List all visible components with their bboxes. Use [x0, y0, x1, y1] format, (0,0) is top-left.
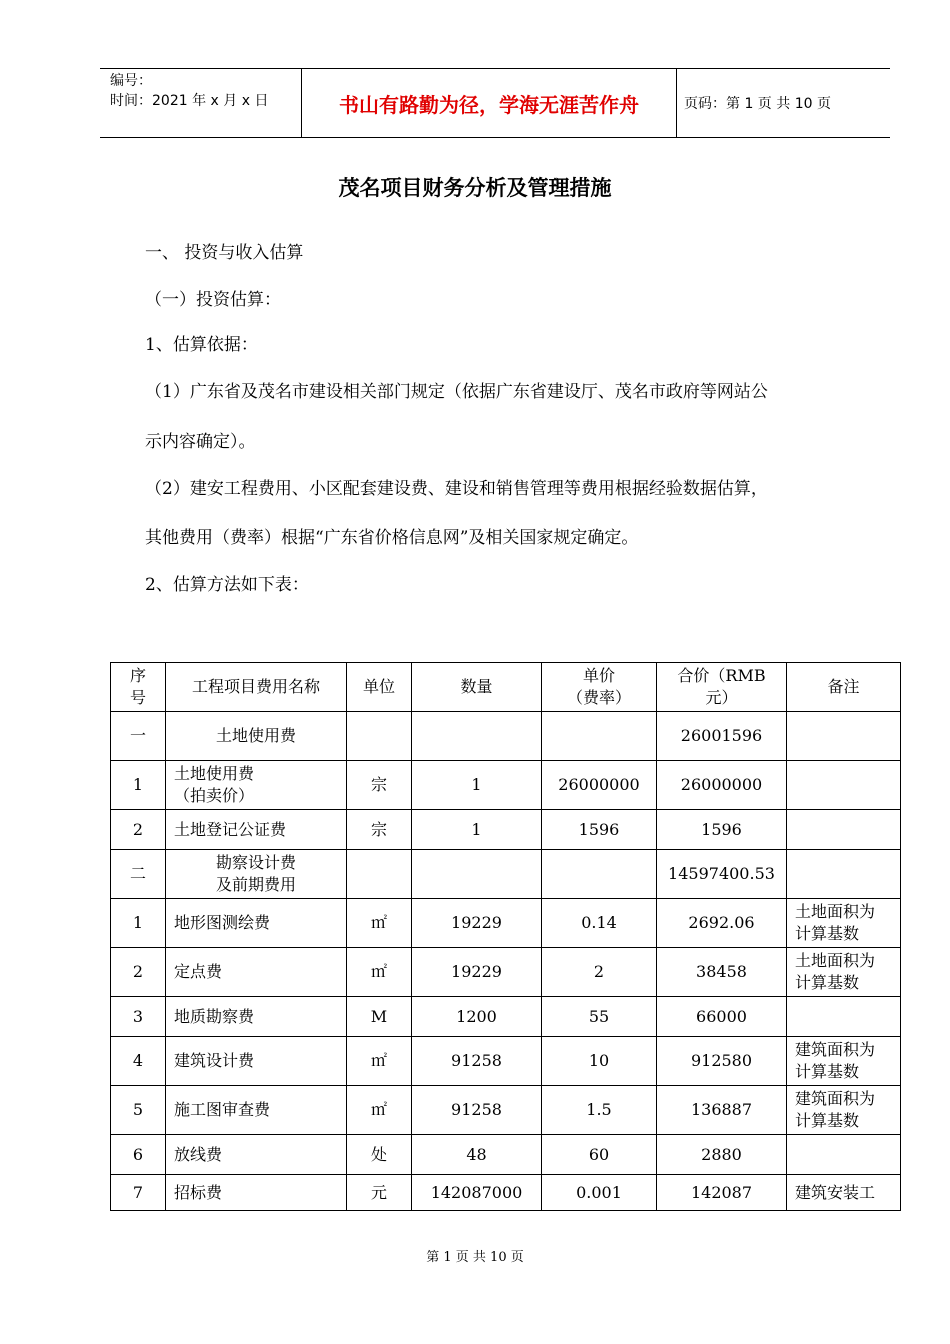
- table-cell: 二: [111, 850, 166, 899]
- table-row: [111, 1135, 901, 1175]
- table-cell: 26000000: [542, 761, 657, 810]
- table-cell: [787, 997, 901, 1037]
- table-cell: 1: [111, 761, 166, 810]
- table-cell: [787, 712, 901, 761]
- table-cell: 土地使用费: [166, 712, 347, 761]
- table-cell: 19229: [412, 948, 542, 997]
- table-row: [111, 761, 901, 810]
- table-header-cell: 序 号: [111, 663, 166, 712]
- table-cell: 55: [542, 997, 657, 1037]
- document-title: 茂名项目财务分析及管理措施: [338, 176, 612, 200]
- subsection-heading: （一）投资估算：: [145, 290, 281, 310]
- table-cell: 建筑安装工: [787, 1175, 901, 1211]
- table-cell: 处: [347, 1135, 412, 1175]
- header-motto: 书山有路勤为径，学海无涯苦作舟: [302, 69, 677, 137]
- paragraph-text: （1）广东省及茂名市建设相关部门规定（依据广东省建设厅、茂名市政府等网站公: [145, 382, 768, 402]
- table-cell: 2692.06: [657, 899, 787, 948]
- table-cell: 定点费: [166, 948, 347, 997]
- table-cell: 1596: [542, 810, 657, 850]
- table-cell: 1.5: [542, 1086, 657, 1135]
- table-cell: 1: [412, 761, 542, 810]
- table-cell: 6: [111, 1135, 166, 1175]
- table-cell: 地质勘察费: [166, 997, 347, 1037]
- paragraph-text: 示内容确定）。: [145, 432, 256, 452]
- table-cell: [787, 1135, 901, 1175]
- table-cell: 2: [111, 810, 166, 850]
- table-cell: 1: [412, 810, 542, 850]
- header-meta: [100, 69, 302, 137]
- table-cell: [787, 810, 901, 850]
- table-cell: 48: [412, 1135, 542, 1175]
- table-row: [111, 1037, 901, 1086]
- page-footer: 第 1 页 共 10 页: [426, 1250, 524, 1265]
- table-cell: [412, 712, 542, 761]
- table-cell: ㎡: [347, 1037, 412, 1086]
- table-header-cell: 单位: [347, 663, 412, 712]
- table-header-cell: 备注: [787, 663, 901, 712]
- table-cell: 66000: [657, 997, 787, 1037]
- table-cell: 土地面积为 计算基数: [787, 948, 901, 997]
- table-cell: 勘察设计费 及前期费用: [166, 850, 347, 899]
- table-cell: 1: [111, 899, 166, 948]
- table-cell: [787, 850, 901, 899]
- table-cell: 建筑设计费: [166, 1037, 347, 1086]
- number-label: 编号：: [110, 73, 152, 89]
- table-row: [111, 810, 901, 850]
- table-cell: 91258: [412, 1086, 542, 1135]
- table-cell: 7: [111, 1175, 166, 1211]
- item-heading: 1、估算依据：: [145, 335, 258, 355]
- table-header-cell: 合价（RMB 元）: [657, 663, 787, 712]
- table-cell: 19229: [412, 899, 542, 948]
- table-cell: 10: [542, 1037, 657, 1086]
- table-row: [111, 850, 901, 899]
- table-cell: 建筑面积为 计算基数: [787, 1086, 901, 1135]
- table-cell: 4: [111, 1037, 166, 1086]
- table-cell: ㎡: [347, 948, 412, 997]
- table-cell: 招标费: [166, 1175, 347, 1211]
- table-row: [111, 712, 901, 761]
- table-row: [111, 1086, 901, 1135]
- table-cell: 一: [111, 712, 166, 761]
- table-cell: 0.001: [542, 1175, 657, 1211]
- table-header-cell: 数量: [412, 663, 542, 712]
- table-cell: 地形图测绘费: [166, 899, 347, 948]
- table-cell: 2: [542, 948, 657, 997]
- table-cell: 土地登记公证费: [166, 810, 347, 850]
- table-cell: 142087: [657, 1175, 787, 1211]
- table-cell: ㎡: [347, 1086, 412, 1135]
- table-cell: 26000000: [657, 761, 787, 810]
- table-cell: [542, 850, 657, 899]
- table-cell: 14597400.53: [657, 850, 787, 899]
- table-cell: 142087000: [412, 1175, 542, 1211]
- table-cell: 施工图审查费: [166, 1086, 347, 1135]
- table-cell: [347, 850, 412, 899]
- table-row: [111, 948, 901, 997]
- table-cell: 1200: [412, 997, 542, 1037]
- table-cell: ㎡: [347, 899, 412, 948]
- table-header-cell: 工程项目费用名称: [166, 663, 347, 712]
- page-header: [100, 68, 890, 138]
- table-cell: 136887: [657, 1086, 787, 1135]
- table-cell: 土地使用费 （拍卖价）: [166, 761, 347, 810]
- table-header-cell: 单价 （费率）: [542, 663, 657, 712]
- table-cell: 38458: [657, 948, 787, 997]
- table-cell: [347, 712, 412, 761]
- table-cell: 放线费: [166, 1135, 347, 1175]
- table-cell: 91258: [412, 1037, 542, 1086]
- paragraph-text: （2）建安工程费用、小区配套建设费、建设和销售管理等费用根据经验数据估算，: [145, 479, 768, 499]
- table-cell: 5: [111, 1086, 166, 1135]
- table-header-row: [111, 663, 901, 712]
- table-row: [111, 997, 901, 1037]
- table-cell: [412, 850, 542, 899]
- table-cell: [542, 712, 657, 761]
- cost-estimate-table: [110, 662, 901, 1211]
- table-cell: 宗: [347, 761, 412, 810]
- header-page-info: 页码：第 1 页 共 10 页: [684, 96, 831, 112]
- paragraph-text: 其他费用（费率）根据“广东省价格信息网”及相关国家规定确定。: [145, 528, 639, 548]
- table-cell: 1596: [657, 810, 787, 850]
- item-heading: 2、估算方法如下表：: [145, 575, 309, 595]
- table-row: [111, 1175, 901, 1211]
- table-cell: 0.14: [542, 899, 657, 948]
- table-row: [111, 899, 901, 948]
- table-cell: 建筑面积为 计算基数: [787, 1037, 901, 1086]
- table-cell: 912580: [657, 1037, 787, 1086]
- table-cell: 60: [542, 1135, 657, 1175]
- table-cell: 土地面积为 计算基数: [787, 899, 901, 948]
- table-cell: 26001596: [657, 712, 787, 761]
- table-cell: 2: [111, 948, 166, 997]
- table-cell: [787, 761, 901, 810]
- table-cell: M: [347, 997, 412, 1037]
- table-cell: 2880: [657, 1135, 787, 1175]
- table-cell: 宗: [347, 810, 412, 850]
- section-heading: 一、 投资与收入估算: [145, 243, 304, 263]
- time-label: 时间：2021 年 x 月 x 日: [110, 93, 269, 109]
- table-cell: 3: [111, 997, 166, 1037]
- table-cell: 元: [347, 1175, 412, 1211]
